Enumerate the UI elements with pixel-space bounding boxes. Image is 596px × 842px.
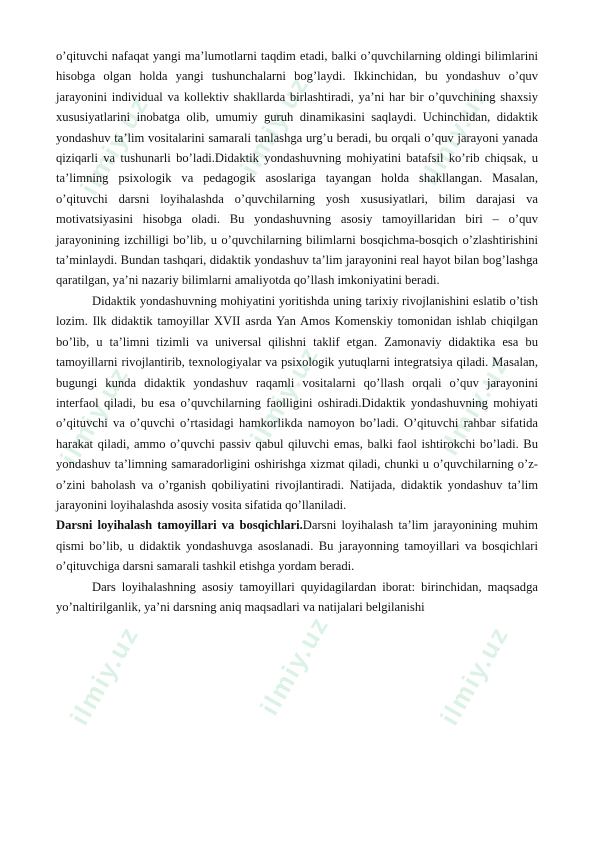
watermark-text: ilmiy.uz [233,70,315,181]
watermark-text: ilmiy.uz [413,80,495,191]
watermark-text: ilmiy.uz [53,360,135,471]
watermark-text: ilmiy.uz [433,350,515,461]
paragraph-text: Darsni loyihalash ta’lim jarayonining muhim qismi bo’lib, u didaktik yondashuvga asoslanadi. Bu jarayonning tamoyillari va bosqichlari o’qituvchiga darsni samarali tashkil etishga yordam beradi. [56,518,538,574]
watermark-text: ilmiy.uz [243,340,325,451]
body-text [53,46,538,617]
watermark-text: ilmiy.uz [73,90,155,201]
section-heading: Darsni loyihalash tamoyillari va bosqichlari. [56,518,303,533]
paragraph: Didaktik yondashuvning mohiyatini yoritishda uning tarixiy rivojlanishini eslatib o’tish lozim. Ilk didaktik tamoyillar XVII asrda Yan Amos Komenskiy tomonidan ishlab chiqilgan bo’lib, u ta’limni tizimli va universal qilishni taklif etgan. Zamonaviy didaktika esa bu tamoyillarni rivojlantirib, texnologiyalar va psixologik yutuqlarni integratsiya qiladi. Masalan, bugungi kunda didaktik yondashuv raqamli vositalarni qo’llash orqali o’quv jarayonini interfaol qiladi, bu esa o’quvchilarning faolligini oshiradi.Didaktik yondashuvning mohiyati o’qituvchi va o’quvchi o’rtasidagi hamkorlikda namoyon bo’ladi. O’qituvchi rahbar sifatida harakat qiladi, ammo o’quvchi passiv qabul qiluvchi emas, balki faol ishtirokchi bo’ladi. Bu yondashuv ta’limning samaradorligini oshirishga xizmat qiladi, chunki u o’quvchilarning o’z-o’zini baholash va o’rganish qobiliyatini rivojlantiradi. Natijada, didaktik yondashuv ta’lim jarayonini loyihalashda asosiy vosita sifatida qo’llaniladi. [56,293,538,512]
paragraph: Dars loyihalashning asosiy tamoyillari quyidagilardan iborat: birinchidan, maqsadga yo’naltirilganlik, ya’ni darsning aniq maqsadlari va natijalari belgilanishi [56,579,538,614]
paragraph-with-heading [56,515,538,576]
watermark-text: ilmiy.uz [63,620,145,731]
paragraph: o’qituvchi nafaqat yangi ma’lumotlarni taqdim etadi, balki o’quvchilarning oldingi bilimlarini hisobga olgan holda yangi tushunchalarni bog’laydi. Ikkinchidan, bu yondashuv o’quv jarayonini individual va kollektiv shakllarda birlashtiradi, ya’ni har bir o’quvchining shaxsiy xususiyatlarini inobatga olib, umumiy guruh dinamikasini saqlaydi. Uchinchidan, didaktik yondashuv ta’lim vositalarini samarali tanlashga urg’u beradi, bu orqali o’quv jarayoni yanada qiziqarli va tushunarli bo’ladi.Didaktik yondashuvning mohiyatini batafsil ko’rib chiqsak, u ta’limning psixologik va pedagogik asoslariga tayangan holda shakllangan. Masalan, o’qituvchi darsni loyihalashda o’quvchilarning yosh xususiyatlari, bilim darajasi va motivatsiyasini hisobga oladi. Bu yondashuvning asosiy tamoyillaridan biri – o’quv jarayonining izchilligi bo’lib, u o’quvchilarning bilimlarni bosqichma-bosqich o’zlashtirishini ta’minlaydi. Bundan tashqari, didaktik yondashuv ta’lim jarayonini real hayot bilan bog’lashga qaratilgan, ya’ni nazariy bilimlarni amaliyotda qo’llash imkoniyatini beradi. [56,49,538,288]
watermark-text: ilmiy.uz [253,610,335,721]
watermark-text: ilmiy.uz [433,620,515,731]
